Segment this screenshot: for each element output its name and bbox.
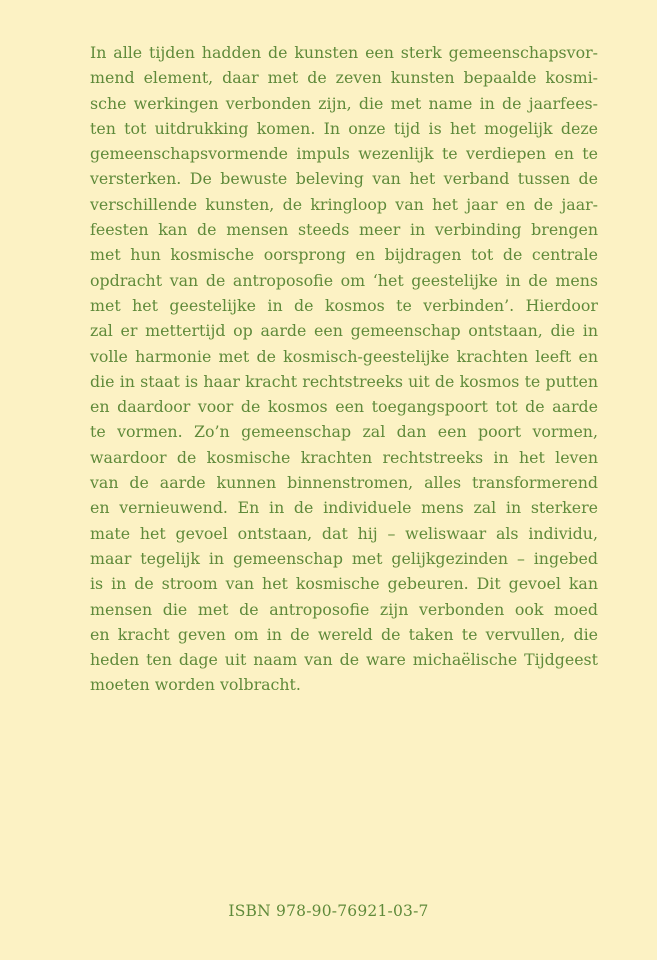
text-line: verschillende kunsten, de kringloop van het jaar en de jaar-: [90, 194, 598, 214]
text-line: zal er mettertijd op aarde een gemeenschap ontstaan, die in: [90, 321, 598, 341]
text-line: feesten kan de mensen steeds meer in verbinding brengen: [90, 220, 598, 240]
text-line: waardoor de kosmische krachten rechtstreeks in het leven: [90, 447, 598, 467]
text-line: sche werkingen verbonden zijn, die met name in de jaarfees-: [90, 93, 598, 113]
text-line: met hun kosmische oorsprong en bijdragen tot de centrale: [90, 245, 598, 265]
text-line: opdracht van de antroposofie om ‘het geestelijke in de mens: [90, 270, 598, 290]
text-line: mend element, daar met de zeven kunsten bepaalde kosmi-: [90, 68, 598, 88]
text-line: en kracht geven om in de wereld de taken te vervullen, die: [90, 624, 598, 644]
text-line: is in de stroom van het kosmische gebeuren. Dit gevoel kan: [90, 574, 598, 594]
text-line: versterken. De bewuste beleving van het verband tussen de: [90, 169, 598, 189]
text-line: met het geestelijke in de kosmos te verbinden’. Hierdoor: [90, 295, 598, 315]
text-line: mate het gevoel ontstaan, dat hij – weliswaar als individu,: [90, 523, 598, 543]
text-line: volle harmonie met de kosmisch-geestelijke krachten leeft en: [90, 346, 598, 366]
text-line: van de aarde kunnen binnenstromen, alles transformerend: [90, 473, 598, 493]
text-line: mensen die met de antroposofie zijn verbonden ook moed: [90, 599, 598, 619]
blurb-paragraph: [90, 40, 598, 698]
isbn-label: ISBN 978-90-76921-03-7: [228, 902, 429, 920]
text-line: heden ten dage uit naam van de ware michaëlische Tijdgeest: [90, 650, 598, 670]
text-line: en daardoor voor de kosmos een toegangspoort tot de aarde: [90, 397, 598, 417]
text-line: moeten worden volbracht.: [90, 675, 301, 695]
text-line: en vernieuwend. En in de individuele mens zal in sterkere: [90, 498, 598, 518]
text-line: te vormen. Zo’n gemeenschap zal dan een poort vormen,: [90, 422, 598, 442]
text-line: die in staat is haar kracht rechtstreeks uit de kosmos te putten: [90, 371, 598, 391]
text-line: In alle tijden hadden de kunsten een sterk gemeenschapsvor-: [90, 43, 598, 62]
text-line: maar tegelijk in gemeenschap met gelijkgezinden – ingebed: [90, 548, 598, 568]
text-line: gemeenschapsvormende impuls wezenlijk te verdiepen en te: [90, 144, 598, 164]
text-line: ten tot uitdrukking komen. In onze tijd is het mogelijk deze: [90, 118, 598, 138]
